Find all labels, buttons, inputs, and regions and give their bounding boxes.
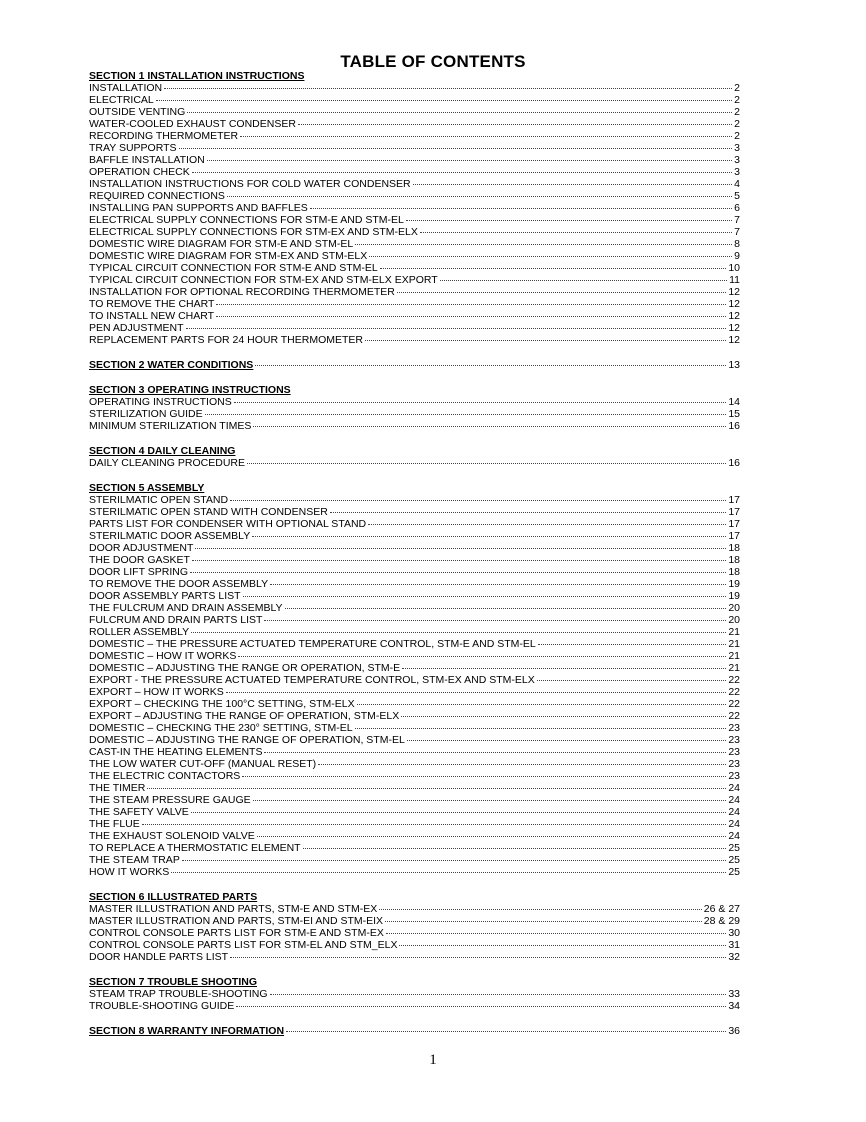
dot-leader [195, 548, 726, 549]
dot-leader [164, 88, 732, 89]
toc-entry [89, 286, 740, 298]
toc-entry-page: 17 [728, 518, 740, 530]
toc-entry-label: OPERATING INSTRUCTIONS [89, 396, 232, 408]
toc-entry-label: DOMESTIC – ADJUSTING THE RANGE OR OPERATION, STM-E [89, 662, 401, 674]
dot-leader [227, 196, 732, 197]
toc-entry-label: THE FULCRUM AND DRAIN ASSEMBLY [89, 602, 283, 614]
toc-entry-label: DOOR HANDLE PARTS LIST [89, 951, 229, 963]
toc-entry-page: 21 [728, 650, 740, 662]
dot-leader [240, 136, 732, 137]
toc-section [89, 976, 740, 1012]
toc-entry-page: 2 [734, 130, 740, 142]
toc-entry-label: THE TIMER [89, 782, 146, 794]
toc-entry [89, 178, 740, 190]
dot-leader [270, 994, 727, 995]
dot-leader [365, 340, 726, 341]
dot-leader [380, 268, 727, 269]
section-heading-page: 13 [728, 359, 740, 371]
dot-leader [147, 788, 726, 789]
dot-leader [318, 764, 726, 765]
toc-entry-page: 19 [728, 590, 740, 602]
toc-entry [89, 542, 740, 554]
toc-entry-label: WATER-COOLED EXHAUST CONDENSER [89, 118, 296, 130]
dot-leader [156, 100, 732, 101]
toc-entry-page: 22 [728, 698, 740, 710]
toc-entry-label: CAST-IN THE HEATING ELEMENTS [89, 746, 263, 758]
toc-entry-label: TYPICAL CIRCUIT CONNECTION FOR STM-E AND STM-EL [89, 262, 378, 274]
section-heading: SECTION 7 TROUBLE SHOOTING [89, 976, 258, 988]
toc-entry-page: 18 [728, 554, 740, 566]
toc-entry [89, 770, 740, 782]
toc-entry-label: THE SAFETY VALVE [89, 806, 189, 818]
toc-entry-page: 25 [728, 854, 740, 866]
toc-entry-label: DOMESTIC WIRE DIAGRAM FOR STM-EX AND STM-ELX [89, 250, 368, 262]
dot-leader [242, 776, 726, 777]
dot-leader [385, 921, 702, 922]
section-heading [89, 1025, 740, 1037]
toc-entry-page: 3 [734, 154, 740, 166]
toc-entry [89, 939, 740, 951]
section-heading: SECTION 5 ASSEMBLY [89, 482, 205, 494]
toc-entry-page: 6 [734, 202, 740, 214]
toc-entry [89, 214, 740, 226]
toc-entry-page: 21 [728, 662, 740, 674]
section-heading-page: 36 [728, 1025, 740, 1037]
toc-entry [89, 118, 740, 130]
dot-leader [310, 208, 732, 209]
toc-entry-page: 12 [728, 322, 740, 334]
toc-entry-label: INSTALLATION FOR OPTIONAL RECORDING THERMOMETER [89, 286, 395, 298]
toc-entry [89, 638, 740, 650]
dot-leader [303, 848, 727, 849]
toc-entry-page: 17 [728, 494, 740, 506]
toc-entry-page: 30 [728, 927, 740, 939]
toc-entry [89, 722, 740, 734]
toc-entry [89, 566, 740, 578]
dot-leader [182, 860, 726, 861]
toc-entry-page: 22 [728, 674, 740, 686]
toc-entry-label: CONTROL CONSOLE PARTS LIST FOR STM-EL AND STM_ELX [89, 939, 398, 951]
toc-entry-page: 23 [728, 746, 740, 758]
toc-entry [89, 420, 740, 432]
toc-entry [89, 578, 740, 590]
toc-entry-label: THE STEAM TRAP [89, 854, 180, 866]
toc-entry [89, 322, 740, 334]
toc-entry-page: 18 [728, 566, 740, 578]
dot-leader [440, 280, 727, 281]
toc-entry [89, 1000, 740, 1012]
dot-leader [171, 872, 726, 873]
dot-leader [402, 668, 726, 669]
toc-entry-page: 3 [734, 142, 740, 154]
toc-entry-label: THE STEAM PRESSURE GAUGE [89, 794, 251, 806]
toc-entry [89, 506, 740, 518]
dot-leader [286, 1031, 726, 1032]
toc-entry-label: EXPORT – CHECKING THE 100°C SETTING, STM-ELX [89, 698, 355, 710]
toc-entry-page: 18 [728, 542, 740, 554]
section-heading: SECTION 4 DAILY CLEANING [89, 445, 236, 457]
toc-entry-page: 7 [734, 214, 740, 226]
toc-entry-label: EXPORT – HOW IT WORKS [89, 686, 224, 698]
toc-entry-label: THE DOOR GASKET [89, 554, 190, 566]
dot-leader [191, 812, 727, 813]
dot-leader [230, 957, 726, 958]
section-heading: SECTION 1 INSTALLATION INSTRUCTIONS [89, 70, 305, 82]
toc-entry-label: STEAM TRAP TROUBLE-SHOOTING [89, 988, 268, 1000]
toc-entry-label: PEN ADJUSTMENT [89, 322, 184, 334]
toc-entry [89, 988, 740, 1000]
toc-entry-label: CONTROL CONSOLE PARTS LIST FOR STM-E AND STM-EX [89, 927, 384, 939]
dot-leader [401, 716, 726, 717]
toc-entry-page: 19 [728, 578, 740, 590]
toc-entry [89, 310, 740, 322]
toc-entry [89, 927, 740, 939]
toc-entry [89, 457, 740, 469]
toc-entry-label: DAILY CLEANING PROCEDURE [89, 457, 245, 469]
dot-leader [399, 945, 726, 946]
toc-entry [89, 590, 740, 602]
page-number: 1 [429, 1052, 437, 1068]
toc-entry-page: 2 [734, 82, 740, 94]
dot-leader [243, 596, 727, 597]
toc-entry-label: STERILMATIC OPEN STAND [89, 494, 229, 506]
toc-entry [89, 298, 740, 310]
dot-leader [234, 402, 727, 403]
toc-entry-label: THE LOW WATER CUT-OFF (MANUAL RESET) [89, 758, 317, 770]
toc-entry-label: STERILIZATION GUIDE [89, 408, 203, 420]
toc-entry-label: REPLACEMENT PARTS FOR 24 HOUR THERMOMETER [89, 334, 364, 346]
toc-entry-page: 23 [728, 734, 740, 746]
toc-entry [89, 758, 740, 770]
toc-entry [89, 903, 740, 915]
toc-entry [89, 614, 740, 626]
toc-entry-label: OPERATION CHECK [89, 166, 190, 178]
toc-entry-label: TO REMOVE THE CHART [89, 298, 215, 310]
toc-entry-page: 3 [734, 166, 740, 178]
toc-entry-page: 7 [734, 226, 740, 238]
toc-entry-page: 2 [734, 106, 740, 118]
toc-entry-label: THE FLUE [89, 818, 140, 830]
dot-leader [216, 304, 726, 305]
toc-entry [89, 818, 740, 830]
dot-leader [205, 414, 727, 415]
toc-entry-label: TRAY SUPPORTS [89, 142, 177, 154]
toc-entry-page: 12 [728, 334, 740, 346]
toc-entry-page: 28 & 29 [703, 915, 740, 927]
section-heading: SECTION 3 OPERATING INSTRUCTIONS [89, 384, 291, 396]
toc-entry-label: INSTALLATION INSTRUCTIONS FOR COLD WATER CONDENSER [89, 178, 411, 190]
toc-entry-label: MASTER ILLUSTRATION AND PARTS, STM-EI AND STM-EIX [89, 915, 384, 927]
toc-section [89, 891, 740, 963]
toc-entry-label: ELECTRICAL SUPPLY CONNECTIONS FOR STM-E AND STM-EL [89, 214, 404, 226]
dot-leader [253, 800, 727, 801]
toc-entry [89, 142, 740, 154]
toc-entry-page: 31 [728, 939, 740, 951]
dot-leader [369, 256, 732, 257]
dot-leader [226, 692, 727, 693]
toc-entry [89, 274, 740, 286]
toc-entry-page: 15 [728, 408, 740, 420]
toc-entry-label: DOOR ADJUSTMENT [89, 542, 194, 554]
dot-leader [255, 365, 726, 366]
toc-entry-page: 12 [728, 286, 740, 298]
toc-entry-label: INSTALLATION [89, 82, 163, 94]
toc-entry-label: TO REPLACE A THERMOSTATIC ELEMENT [89, 842, 301, 854]
toc-entry [89, 554, 740, 566]
toc-entry-page: 32 [728, 951, 740, 963]
toc-entry [89, 686, 740, 698]
dot-leader [264, 620, 726, 621]
toc-entry-page: 5 [734, 190, 740, 202]
dot-leader [357, 704, 727, 705]
dot-leader [538, 644, 727, 645]
toc-entry-label: TYPICAL CIRCUIT CONNECTION FOR STM-EX AND STM-ELX EXPORT [89, 274, 438, 286]
toc-entry-label: RECORDING THERMOMETER [89, 130, 239, 142]
toc-entry-label: THE EXHAUST SOLENOID VALVE [89, 830, 255, 842]
dot-leader [247, 463, 726, 464]
toc-entry-page: 22 [728, 686, 740, 698]
toc-entry [89, 238, 740, 250]
toc-entry [89, 202, 740, 214]
dot-leader [355, 728, 727, 729]
dot-leader [253, 426, 726, 427]
dot-leader [192, 560, 726, 561]
toc-entry-label: TO REMOVE THE DOOR ASSEMBLY [89, 578, 269, 590]
toc-entry-label: DOMESTIC – HOW IT WORKS [89, 650, 237, 662]
dot-leader [238, 656, 726, 657]
toc-entry-label: ELECTRICAL SUPPLY CONNECTIONS FOR STM-EX AND STM-ELX [89, 226, 418, 238]
toc-entry [89, 190, 740, 202]
toc-entry [89, 662, 740, 674]
toc-section [89, 384, 740, 432]
toc-entry [89, 674, 740, 686]
section-heading-label: SECTION 2 WATER CONDITIONS [89, 359, 254, 371]
toc-entry-label: BAFFLE INSTALLATION [89, 154, 205, 166]
toc-entry [89, 262, 740, 274]
toc-entry-label: HOW IT WORKS [89, 866, 170, 878]
dot-leader [397, 292, 726, 293]
toc-entry-page: 23 [728, 722, 740, 734]
toc-entry-label: MINIMUM STERILIZATION TIMES [89, 420, 252, 432]
toc-entry-page: 8 [734, 238, 740, 250]
dot-leader [413, 184, 733, 185]
toc-entry-label: DOOR LIFT SPRING [89, 566, 188, 578]
toc-entry [89, 396, 740, 408]
toc-entry [89, 698, 740, 710]
toc-section [89, 70, 740, 346]
toc-entry-label: TO INSTALL NEW CHART [89, 310, 215, 322]
dot-leader [230, 500, 726, 501]
dot-leader [270, 584, 726, 585]
toc-entry-page: 2 [734, 118, 740, 130]
dot-leader [191, 632, 726, 633]
toc-entry [89, 842, 740, 854]
dot-leader [252, 536, 726, 537]
toc-entry-page: 24 [728, 818, 740, 830]
toc-entry-label: FULCRUM AND DRAIN PARTS LIST [89, 614, 263, 626]
toc-entry-page: 16 [728, 457, 740, 469]
toc-entry-page: 12 [728, 310, 740, 322]
toc-section [89, 359, 740, 371]
toc-entry-page: 25 [728, 842, 740, 854]
toc-entry-label: DOMESTIC – ADJUSTING THE RANGE OF OPERATION, STM-EL [89, 734, 405, 746]
dot-leader [142, 824, 727, 825]
toc-entry [89, 106, 740, 118]
dot-leader [537, 680, 727, 681]
toc-entry-page: 25 [728, 866, 740, 878]
toc-entry [89, 82, 740, 94]
dot-leader [236, 1006, 726, 1007]
toc-entry-page: 21 [728, 638, 740, 650]
toc-entry-label: PARTS LIST FOR CONDENSER WITH OPTIONAL STAND [89, 518, 367, 530]
toc-entry [89, 915, 740, 927]
toc-entry-label: TROUBLE-SHOOTING GUIDE [89, 1000, 235, 1012]
toc-entry-label: DOMESTIC WIRE DIAGRAM FOR STM-E AND STM-EL [89, 238, 354, 250]
dot-leader [355, 244, 732, 245]
dot-leader [216, 316, 726, 317]
toc-entry-page: 24 [728, 806, 740, 818]
toc-entry [89, 710, 740, 722]
toc-entry [89, 626, 740, 638]
toc-entry-label: DOMESTIC – CHECKING THE 230° SETTING, STM-EL [89, 722, 353, 734]
toc-entry [89, 154, 740, 166]
toc-entry [89, 854, 740, 866]
dot-leader [264, 752, 726, 753]
toc-entry [89, 602, 740, 614]
toc-entry-page: 22 [728, 710, 740, 722]
toc-entry-page: 9 [734, 250, 740, 262]
toc-entry-page: 24 [728, 782, 740, 794]
toc-entry-label: STERILMATIC OPEN STAND WITH CONDENSER [89, 506, 328, 518]
toc-entry [89, 866, 740, 878]
toc-entry [89, 166, 740, 178]
toc-entry [89, 951, 740, 963]
toc-entry-label: DOMESTIC – THE PRESSURE ACTUATED TEMPERATURE CONTROL, STM-E AND STM-EL [89, 638, 536, 650]
dot-leader [368, 524, 726, 525]
page-title: TABLE OF CONTENTS [340, 52, 526, 71]
section-heading [89, 359, 740, 371]
toc-entry [89, 794, 740, 806]
toc-entry [89, 518, 740, 530]
dot-leader [192, 172, 732, 173]
toc-entry-label: STERILMATIC DOOR ASSEMBLY [89, 530, 251, 542]
section-heading-label: SECTION 8 WARRANTY INFORMATION [89, 1025, 285, 1037]
toc-entry-page: 17 [728, 506, 740, 518]
toc-entry-page: 12 [728, 298, 740, 310]
toc-entry-page: 23 [728, 770, 740, 782]
toc-entry [89, 494, 740, 506]
toc-section [89, 1025, 740, 1037]
dot-leader [420, 232, 732, 233]
toc-entry-label: REQUIRED CONNECTIONS [89, 190, 225, 202]
dot-leader [298, 124, 732, 125]
dot-leader [407, 740, 726, 741]
toc-entry-page: 14 [728, 396, 740, 408]
toc-entry-page: 24 [728, 794, 740, 806]
toc-entry [89, 334, 740, 346]
toc-entry [89, 746, 740, 758]
dot-leader [257, 836, 727, 837]
toc-entry [89, 830, 740, 842]
toc-entry-page: 4 [734, 178, 740, 190]
toc-entry-page: 20 [728, 602, 740, 614]
toc-entry-page: 11 [729, 274, 740, 286]
dot-leader [187, 112, 732, 113]
toc-entry-label: INSTALLING PAN SUPPORTS AND BAFFLES [89, 202, 308, 214]
toc-entry-label: OUTSIDE VENTING [89, 106, 186, 118]
dot-leader [190, 572, 726, 573]
toc-entry [89, 130, 740, 142]
toc-entry-label: ELECTRICAL [89, 94, 154, 106]
table-of-contents [89, 70, 740, 1037]
toc-section [89, 482, 740, 878]
toc-entry [89, 226, 740, 238]
dot-leader [330, 512, 727, 513]
toc-entry-page: 26 & 27 [703, 903, 740, 915]
dot-leader [285, 608, 727, 609]
toc-entry-label: EXPORT – ADJUSTING THE RANGE OF OPERATION, STM-ELX [89, 710, 400, 722]
toc-entry-page: 34 [728, 1000, 740, 1012]
toc-entry-label: THE ELECTRIC CONTACTORS [89, 770, 241, 782]
toc-entry-page: 24 [728, 830, 740, 842]
toc-entry-page: 17 [728, 530, 740, 542]
toc-entry-label: MASTER ILLUSTRATION AND PARTS, STM-E AND STM-EX [89, 903, 378, 915]
toc-entry [89, 94, 740, 106]
toc-entry [89, 408, 740, 420]
toc-entry-page: 2 [734, 94, 740, 106]
toc-entry-label: EXPORT - THE PRESSURE ACTUATED TEMPERATURE CONTROL, STM-EX AND STM-ELX [89, 674, 535, 686]
toc-entry-page: 33 [728, 988, 740, 1000]
toc-entry-label: ROLLER ASSEMBLY [89, 626, 190, 638]
toc-entry-page: 20 [728, 614, 740, 626]
dot-leader [207, 160, 732, 161]
toc-entry [89, 734, 740, 746]
toc-entry [89, 530, 740, 542]
dot-leader [186, 328, 727, 329]
toc-entry-page: 16 [728, 420, 740, 432]
dot-leader [386, 933, 726, 934]
toc-entry [89, 250, 740, 262]
section-heading: SECTION 6 ILLUSTRATED PARTS [89, 891, 258, 903]
toc-entry-page: 21 [728, 626, 740, 638]
toc-entry-page: 10 [728, 262, 740, 274]
toc-entry [89, 782, 740, 794]
dot-leader [379, 909, 702, 910]
toc-entry [89, 650, 740, 662]
toc-entry-label: DOOR ASSEMBLY PARTS LIST [89, 590, 241, 602]
toc-section [89, 445, 740, 469]
dot-leader [179, 148, 733, 149]
toc-entry [89, 806, 740, 818]
dot-leader [406, 220, 732, 221]
toc-entry-page: 23 [728, 758, 740, 770]
